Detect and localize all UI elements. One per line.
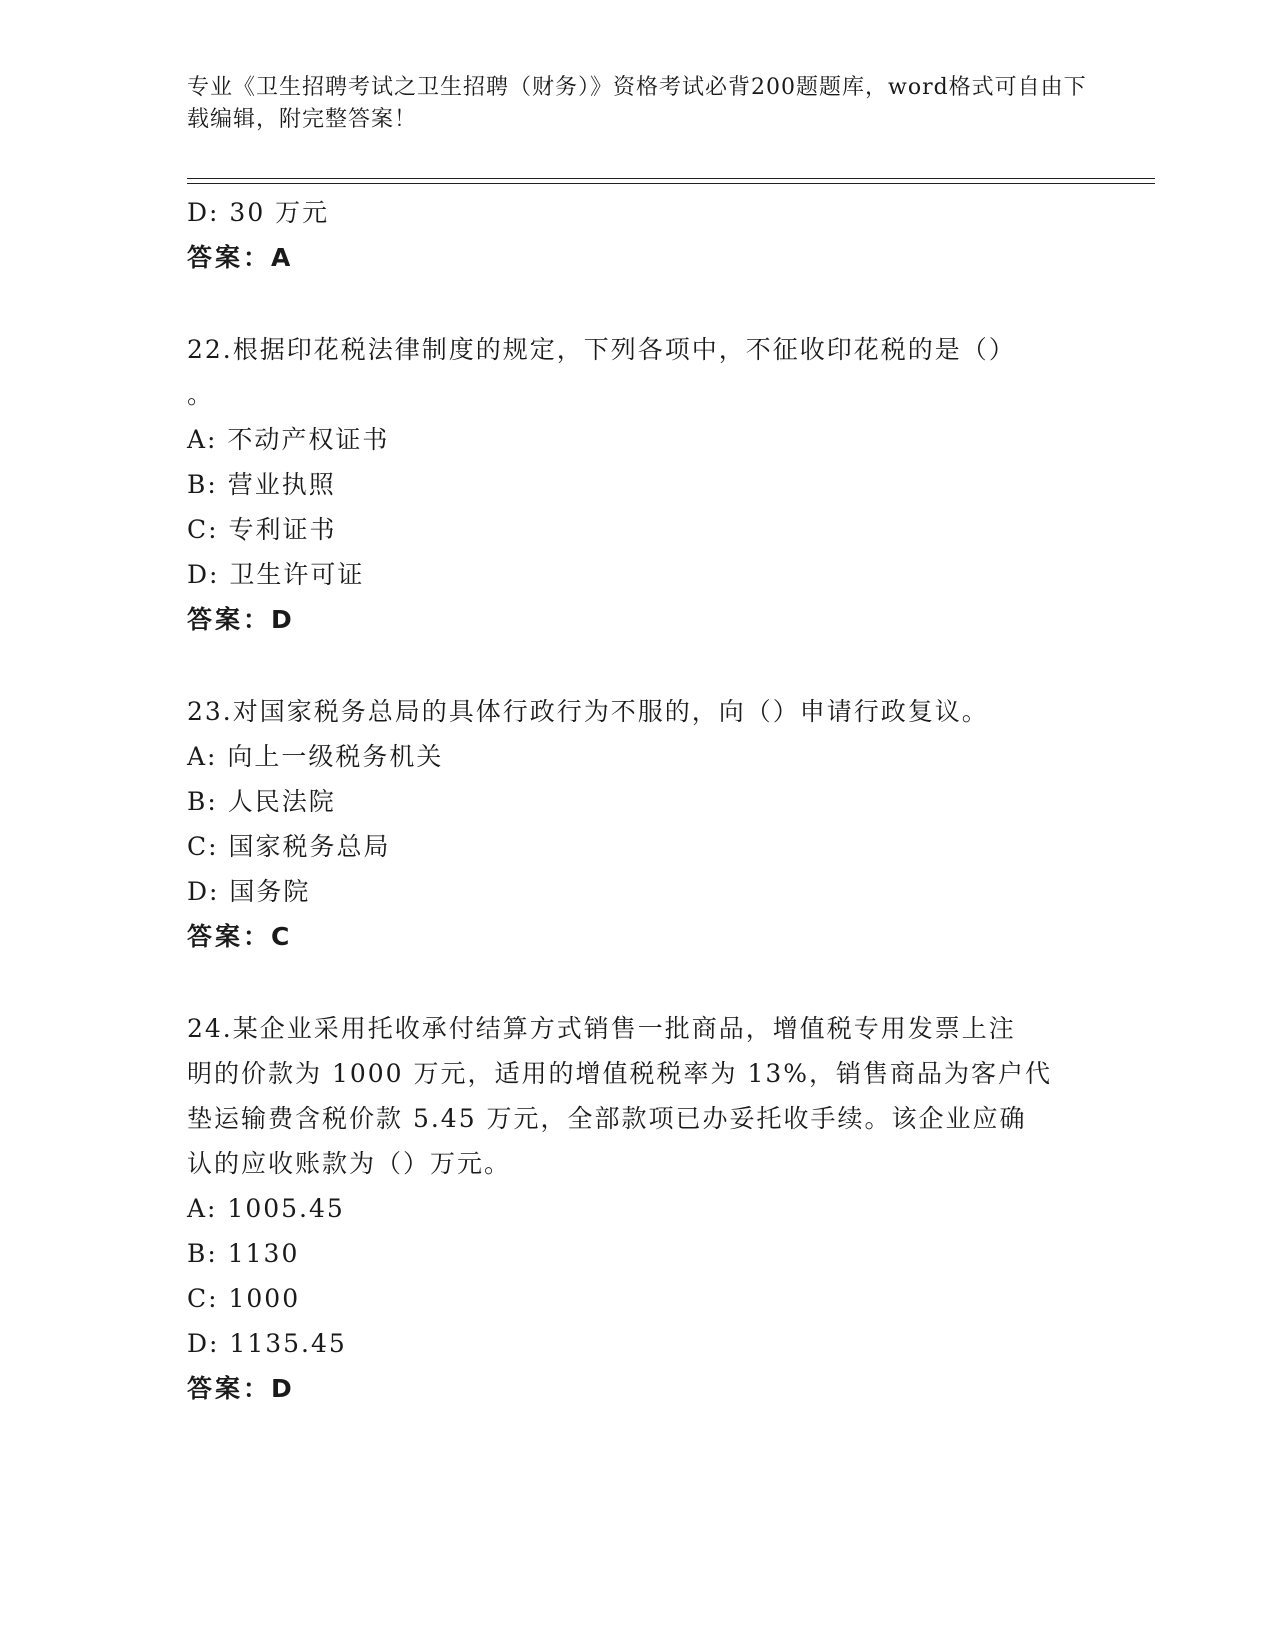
header-rule-top [187,178,1155,179]
option-d: D: 国务院 [187,877,311,906]
question-24 [187,1006,1087,1411]
option-b: B: 1130 [187,1239,300,1268]
question-content [187,190,1087,1411]
question-stem-line-2: 明的价款为 1000 万元，适用的增值税税率为 13%，销售商品为客户代 [187,1059,1053,1088]
question-stem-line-4: 认的应收账款为（）万元。 [187,1149,512,1178]
answer: 答案：C [187,922,293,951]
option-c: C: 国家税务总局 [187,832,391,861]
question-23 [187,689,1087,959]
option-b: B: 人民法院 [187,787,336,816]
header-text: 专业《卫生招聘考试之卫生招聘（财务）》资格考试必背200题题库，word格式可自由下载编辑，附完整答案！ [187,75,1087,132]
question-stem: 22.根据印花税法律制度的规定，下列各项中，不征收印花税的是（） [187,335,1016,364]
question-stem-continuation: 。 [187,380,215,409]
question-stem-line-3: 垫运输费含税价款 5.45 万元，全部款项已办妥托收手续。该企业应确 [187,1104,1027,1133]
question-stem-line-1: 24.某企业采用托收承付结算方式销售一批商品，增值税专用发票上注 [187,1014,1016,1043]
answer: 答案：D [187,1374,295,1403]
option-d: D: 30 万元 [187,198,330,227]
option-d: D: 1135.45 [187,1329,347,1358]
option-a: A: 向上一级税务机关 [187,742,444,771]
option-a: A: 1005.45 [187,1194,345,1223]
option-a: A: 不动产权证书 [187,425,390,454]
question-stem: 23.对国家税务总局的具体行政行为不服的，向（）申请行政复议。 [187,697,989,726]
option-d: D: 卫生许可证 [187,560,365,589]
document-header [187,72,1087,136]
option-c: C: 专利证书 [187,515,337,544]
answer: 答案：A [187,243,294,272]
question-22 [187,327,1087,642]
option-c: C: 1000 [187,1284,301,1313]
header-rule-bottom [187,183,1155,184]
option-b: B: 营业执照 [187,470,336,499]
answer: 答案：D [187,605,295,634]
